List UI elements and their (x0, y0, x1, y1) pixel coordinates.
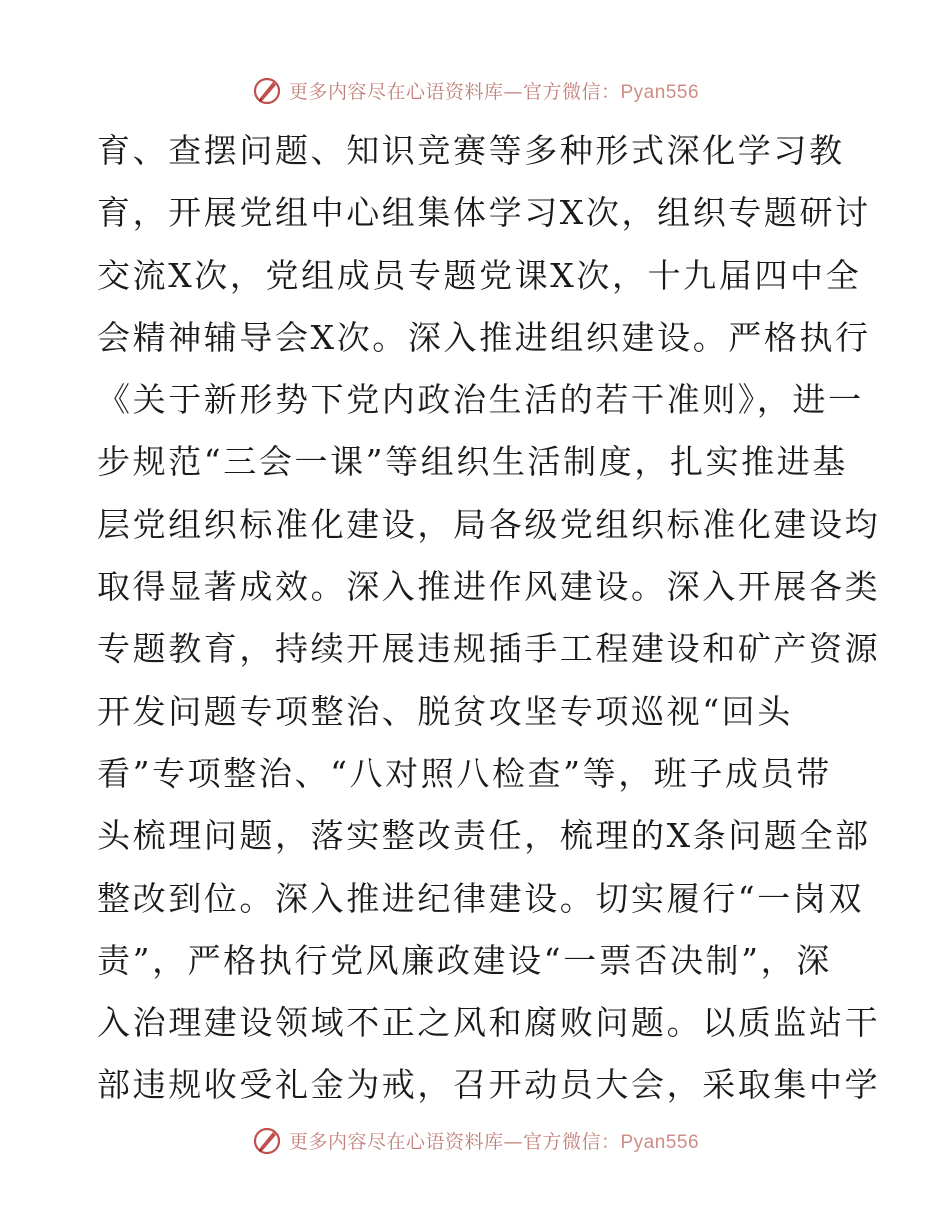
watermark-text: 更多内容尽在心语资料库—官方微信： (288, 1130, 621, 1153)
watermark-wechat-id: Pyan556 (620, 1131, 700, 1153)
watermark-text: 更多内容尽在心语资料库—官方微信： (288, 80, 621, 103)
text-line: 头梳理问题，落实整改责任，梳理的X条问题全部 (97, 816, 871, 856)
text-line: 看”专项整治、“八对照八检查”等，班子成员带 (97, 753, 832, 793)
text-line: 部违规收受礼金为戒，召开动员大会，采取集中学 (97, 1065, 881, 1105)
text-line: 整改到位。深入推进纪律建设。切实履行“一岗双 (97, 878, 865, 918)
text-line: 责”，严格执行党风廉政建设“一票否决制”，深 (97, 940, 832, 980)
text-line: 育、查摆问题、知识竞赛等多种形式深化学习教 (97, 131, 845, 170)
text-line: 取得显著成效。深入推进作风建设。深入开展各类 (97, 567, 881, 607)
text-line: 层党组织标准化建设，局各级党组织标准化建设均 (97, 504, 881, 544)
header-watermark (0, 70, 950, 110)
text-line: 交流X次，党组成员专题党课X次，十九届四中全 (97, 255, 862, 295)
body-text (97, 120, 881, 1117)
text-line: 会精神辅导会X次。深入推进组织建设。严格执行 (97, 317, 871, 357)
pen-logo-icon (251, 74, 283, 106)
text-line: 入治理建设领域不正之风和腐败问题。以质监站干 (97, 1003, 881, 1043)
footer-watermark (0, 1120, 950, 1160)
text-line: 育，开展党组中心组集体学习X次，组织专题研讨 (97, 193, 871, 233)
text-line: 《关于新形势下党内政治生活的若干准则》，进一 (97, 380, 864, 420)
pen-logo-icon (251, 1124, 283, 1156)
watermark-wechat-id: Pyan556 (620, 81, 700, 103)
text-line: 专题教育，持续开展违规插手工程建设和矿产资源 (97, 629, 881, 669)
text-line: 开发问题专项整治、脱贫攻坚专项巡视“回头 (97, 691, 793, 731)
text-line: 步规范“三会一课”等组织生活制度，扎实推进基 (97, 442, 848, 482)
